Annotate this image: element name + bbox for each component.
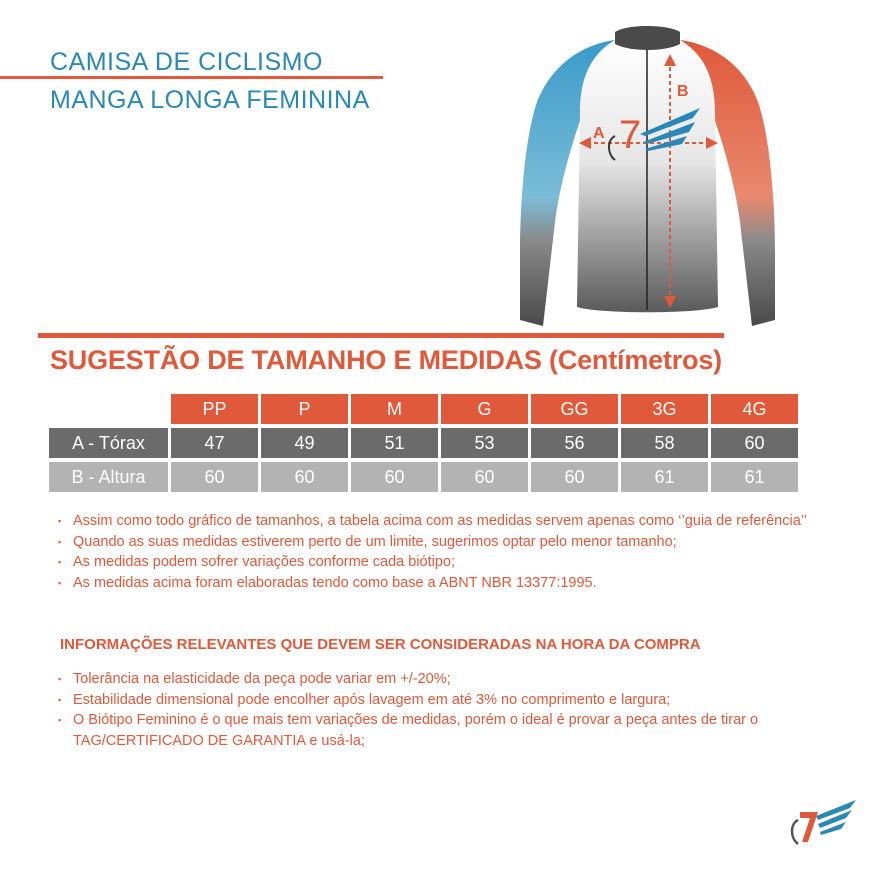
- row-label: A - Tórax: [49, 428, 168, 458]
- title-line-1: CAMISA DE CICLISMO: [50, 48, 323, 76]
- list-item: ▪ Tolerância na elasticidade da peça pode variar em +/-20%;: [58, 669, 818, 690]
- size-header: GG: [531, 394, 618, 424]
- table-cell: 60: [171, 462, 258, 492]
- size-header: G: [441, 394, 528, 424]
- list-item: ▪ Assim como todo gráfico de tamanhos, a tabela acima com as medidas servem apenas como ‘’guia de referência’’: [58, 511, 818, 532]
- table-cell: 49: [261, 428, 348, 458]
- label-b: B: [677, 83, 689, 100]
- table-corner: [49, 394, 168, 424]
- table-cell: 47: [171, 428, 258, 458]
- table-cell: 60: [711, 428, 798, 458]
- row-label: B - Altura: [49, 462, 168, 492]
- table-cell: 56: [531, 428, 618, 458]
- table-cell: 51: [351, 428, 438, 458]
- table-cell: 53: [441, 428, 528, 458]
- size-header: PP: [171, 394, 258, 424]
- size-chart-title: SUGESTÃO DE TAMANHO E MEDIDAS (Centímetros): [50, 345, 722, 375]
- size-table: [46, 390, 801, 496]
- size-header: M: [351, 394, 438, 424]
- title-line-2: MANGA LONGA FEMININA: [50, 86, 370, 114]
- table-cell: 60: [351, 462, 438, 492]
- list-item: ▪ As medidas podem sofrer variações conforme cada biótipo;: [58, 552, 818, 573]
- brand-logo-icon: [788, 798, 858, 848]
- info-title: INFORMAÇÕES RELEVANTES QUE DEVEM SER CONSIDERADAS NA HORA DA COMPRA: [60, 636, 701, 653]
- size-header-row: [49, 394, 798, 424]
- list-item: ▪ Estabilidade dimensional pode encolher após lavagem em até 3% no comprimento e largura;: [58, 690, 818, 711]
- list-item: ▪ O Biótipo Feminino é o que mais tem variações de medidas, porém o ideal é provar a peça antes de tirar o TAG/CERTIFICADO DE GARANTIA e usá-la;: [58, 710, 818, 751]
- table-cell: 61: [711, 462, 798, 492]
- size-header: 4G: [711, 394, 798, 424]
- table-cell: 60: [261, 462, 348, 492]
- table-row-height: [49, 462, 798, 492]
- size-header: P: [261, 394, 348, 424]
- table-cell: 60: [531, 462, 618, 492]
- info-list: [58, 669, 818, 751]
- list-item: ▪ As medidas acima foram elaboradas tendo como base a ABNT NBR 13377:1995.: [58, 573, 818, 594]
- table-row-chest: [49, 428, 798, 458]
- table-cell: 60: [441, 462, 528, 492]
- jersey-illustration: [515, 22, 780, 332]
- table-cell: 61: [621, 462, 708, 492]
- section-divider: [38, 333, 724, 338]
- size-notes-list: [58, 511, 818, 593]
- label-a: A: [593, 125, 605, 142]
- table-cell: 58: [621, 428, 708, 458]
- list-item: ▪ Quando as suas medidas estiverem perto de um limite, sugerimos optar pelo menor tamanho;: [58, 532, 818, 553]
- chest-logo-number: 7: [619, 113, 642, 157]
- title-divider: [0, 76, 383, 79]
- size-header: 3G: [621, 394, 708, 424]
